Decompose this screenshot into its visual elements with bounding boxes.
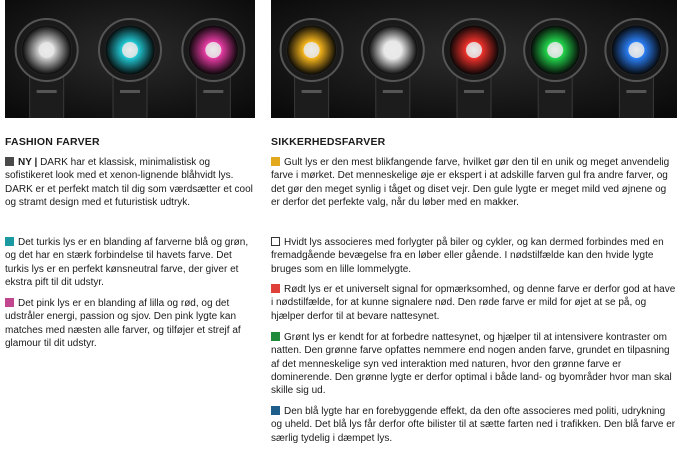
turquoise-paragraph [5, 236, 255, 289]
red-paragraph [271, 283, 677, 323]
new-label: NY | [18, 157, 38, 168]
dark-text: DARK har et klassisk, minimalistisk og sofistikeret look med et xenon-lignende blåhvidt lys. DARK er et perfekt match til dig som værdsætter et cool og stramt design med et futuristisk udtryk. [5, 157, 253, 208]
safety-lamps-photo [271, 0, 677, 118]
red-swatch [271, 284, 280, 293]
blue-paragraph [271, 405, 677, 445]
dark-paragraph [5, 156, 255, 209]
fashion-lamps-photo [5, 0, 255, 118]
white-text: Hvidt lys associeres med forlygter på biler og cykler, og kan dermed forbindes med en fremadgående bevægelse fra en løber eller gående. I nødstilfælde kan den hvide lygte bruges som en lille lommelygte. [271, 237, 664, 275]
pink-swatch [5, 298, 14, 307]
blue-text: Den blå lygte har en forebyggende effekt, da den ofte associeres med politi, udrykning og uheld. Det blå lys får derfor ofte bilister til at sætte farten ned i trafikken. Den blå farve er særlig tydelig i dæmpet lys. [271, 406, 676, 444]
red-text: Rødt lys er et universelt signal for opmærksomhed, og denne farve er derfor god at have i nødstilfælde, for at kunne signalere nød. Den røde farve er mild for øjet at se på, og hjælper derfor til at bevare nattesynet. [271, 284, 676, 322]
pink-paragraph [5, 297, 255, 350]
white-paragraph [271, 236, 677, 276]
safety-heading: SIKKERHEDSFARVER [271, 136, 386, 148]
safety-column [271, 0, 677, 444]
green-swatch [271, 332, 280, 341]
yellow-swatch [271, 157, 280, 166]
green-text: Grønt lys er kendt for at forbedre nattesynet, og hjælper til at intensivere kontraster om natten. Den grønne farve opfattes nemmere end nogen anden farve, grundet en tilpasning af det menneskelige syn ved interaktion med naturen, hvor den grønne farve er dominerende. Den grønne lygte er derfor optimal i både land- og byområder hvor man skal skille sig ud. [271, 332, 672, 397]
fashion-column [5, 0, 255, 349]
yellow-paragraph [271, 156, 677, 209]
green-paragraph [271, 331, 677, 397]
dark-swatch [5, 157, 14, 166]
safety-lamps-image [271, 0, 677, 118]
fashion-heading: FASHION FARVER [5, 136, 100, 148]
yellow-text: Gult lys er den mest blikfangende farve, hvilket gør den til en unik og meget anvendelig farve i mørket. Det menneskelige øje er ekspert i at adskille farven gul fra andre farver, og det gør den meget synlig i tåget og diset vejr. Den gule lygte er meget mild ved øjnene og er derfor det perfekte valg, når du løber med en makker. [271, 157, 670, 208]
turquoise-swatch [5, 237, 14, 246]
pink-text: Det pink lys er en blanding af lilla og rød, og det udstråler energi, passion og sjov. Den pink lygte kan matches med næsten alle farver, og tilføjer et strejf af glamour til dit udstyr. [5, 298, 241, 349]
turquoise-text: Det turkis lys er en blanding af farverne blå og grøn, og det har en stærk forbindelse til havets farve. Det turkis lys er en perfekt kønsneutral farve, der giver et ekstra pift til dit udstyr. [5, 237, 249, 288]
white-swatch [271, 237, 280, 246]
fashion-lamps-image [5, 0, 255, 118]
blue-swatch [271, 406, 280, 415]
